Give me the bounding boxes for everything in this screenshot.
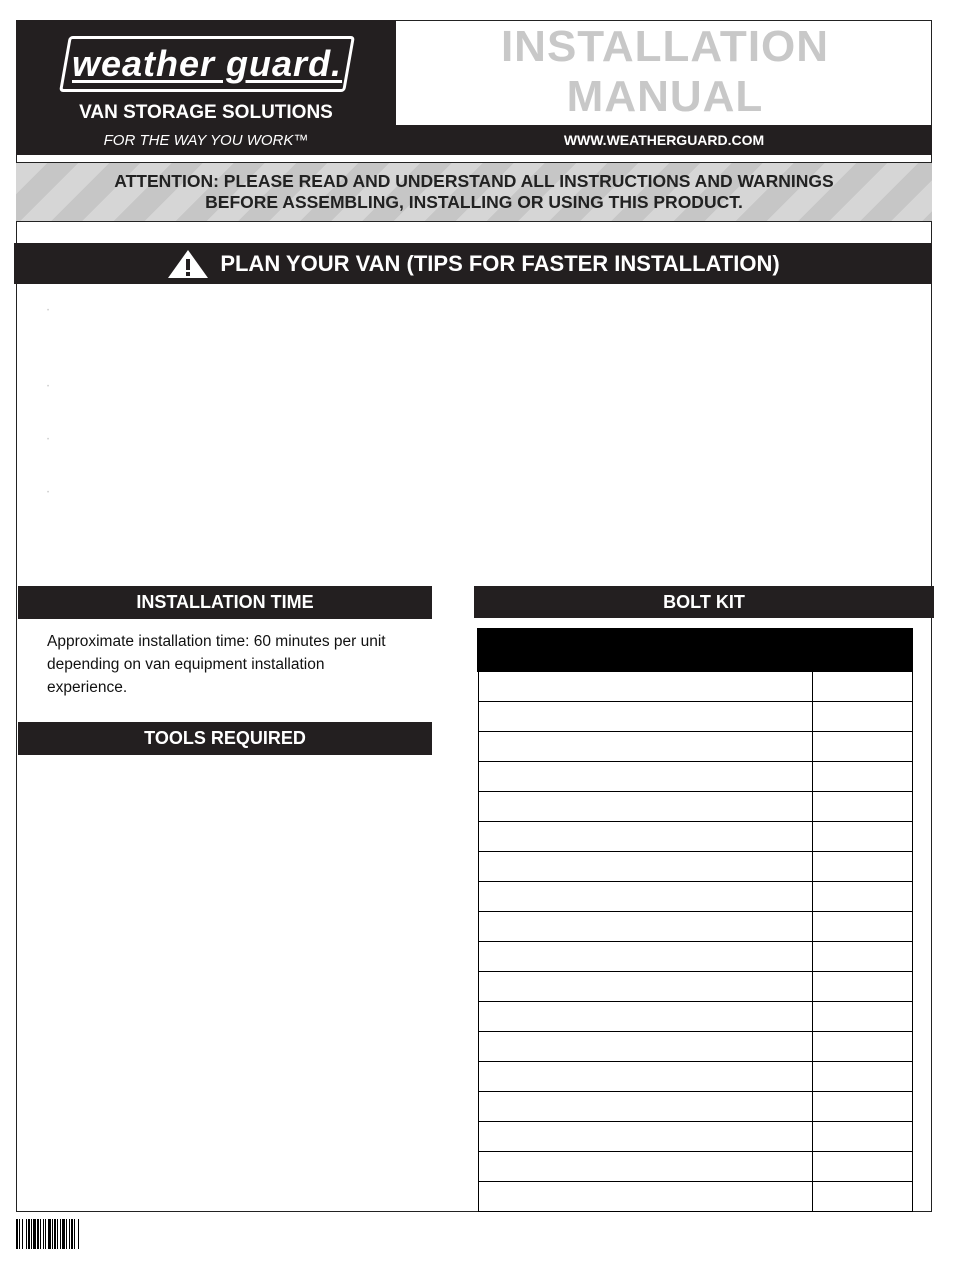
table-row	[478, 1092, 912, 1122]
cell-description	[478, 702, 812, 732]
cell-quantity	[812, 942, 912, 972]
installation-time-header	[18, 586, 432, 619]
cell-quantity	[812, 792, 912, 822]
bolt-kit-body	[478, 671, 912, 1212]
tools-required-header	[18, 722, 432, 755]
cell-description	[478, 972, 812, 1002]
cell-quantity	[812, 762, 912, 792]
cell-quantity	[812, 732, 912, 762]
cell-description	[478, 882, 812, 912]
table-row	[478, 1002, 912, 1032]
cell-description	[478, 1182, 812, 1212]
column-header-quantity	[812, 629, 912, 671]
table-row	[478, 1032, 912, 1062]
attention-line-1: ATTENTION: PLEASE READ AND UNDERSTAND ALL INSTRUCTIONS AND WARNINGS	[114, 171, 834, 191]
cell-quantity	[812, 1032, 912, 1062]
table-row	[478, 942, 912, 972]
cell-description	[478, 852, 812, 882]
table-row	[478, 792, 912, 822]
cell-quantity	[812, 1152, 912, 1182]
cell-quantity	[812, 1002, 912, 1032]
cell-description	[478, 1092, 812, 1122]
tagline-way-you-work: FOR THE WAY YOU WORK™	[103, 132, 309, 149]
cell-quantity	[812, 882, 912, 912]
cell-quantity	[812, 1182, 912, 1212]
cell-quantity	[812, 852, 912, 882]
bolt-kit-header	[474, 586, 934, 618]
table-row	[478, 1122, 912, 1152]
cell-description	[478, 942, 812, 972]
cell-description	[478, 1152, 812, 1182]
table-row	[478, 972, 912, 1002]
bolt-kit-heading: BOLT KIT	[663, 591, 745, 612]
cell-quantity	[812, 1092, 912, 1122]
cell-quantity	[812, 822, 912, 852]
installation-time-heading: INSTALLATION TIME	[136, 592, 314, 612]
cell-quantity	[812, 1062, 912, 1092]
table-row	[478, 762, 912, 792]
cell-quantity	[812, 671, 912, 702]
barcode	[16, 1219, 154, 1249]
cell-description	[478, 671, 812, 702]
cell-description	[478, 792, 812, 822]
bullet-marker: •	[47, 384, 50, 390]
table-row	[478, 1182, 912, 1212]
plan-heading: PLAN YOUR VAN (TIPS FOR FASTER INSTALLATION)	[220, 250, 780, 276]
tagline-van-storage: VAN STORAGE SOLUTIONS	[79, 102, 333, 123]
table-row	[478, 702, 912, 732]
attention-line-2: BEFORE ASSEMBLING, INSTALLING OR USING THIS PRODUCT.	[205, 192, 743, 212]
manual-title: INSTALLATION MANUAL	[500, 22, 830, 121]
bolt-kit-table	[477, 628, 913, 1212]
cell-description	[478, 1002, 812, 1032]
attention-banner	[16, 162, 932, 222]
cell-description	[478, 1122, 812, 1152]
barcode-bar	[79, 1219, 81, 1249]
table-header-row	[478, 629, 912, 671]
weather-guard-logo	[59, 36, 355, 92]
cell-description	[478, 912, 812, 942]
table-row	[478, 1062, 912, 1092]
table-row	[478, 671, 912, 702]
cell-quantity	[812, 912, 912, 942]
plan-your-van-header	[14, 243, 932, 284]
cell-description	[478, 1062, 812, 1092]
cell-quantity	[812, 702, 912, 732]
website-url: WWW.WEATHERGUARD.COM	[396, 125, 932, 155]
cell-description	[478, 732, 812, 762]
table-row	[478, 732, 912, 762]
bullet-marker: •	[47, 437, 50, 443]
cell-description	[478, 1032, 812, 1062]
tools-required-heading: TOOLS REQUIRED	[144, 728, 306, 748]
cell-description	[478, 822, 812, 852]
cell-quantity	[812, 1122, 912, 1152]
table-row	[478, 882, 912, 912]
cell-quantity	[812, 972, 912, 1002]
logo-text: weather guard.	[71, 43, 343, 84]
table-row	[478, 1152, 912, 1182]
warning-triangle-icon	[166, 248, 210, 280]
bullet-marker: •	[47, 308, 50, 314]
installation-time-text: Approximate installation time: 60 minutes per unit depending on van equipment installation experience.	[47, 633, 386, 696]
bullet-marker: •	[47, 490, 50, 496]
logo-block	[16, 20, 396, 155]
table-row	[478, 912, 912, 942]
column-header-description	[478, 629, 812, 671]
table-row	[478, 852, 912, 882]
cell-description	[478, 762, 812, 792]
table-row	[478, 822, 912, 852]
